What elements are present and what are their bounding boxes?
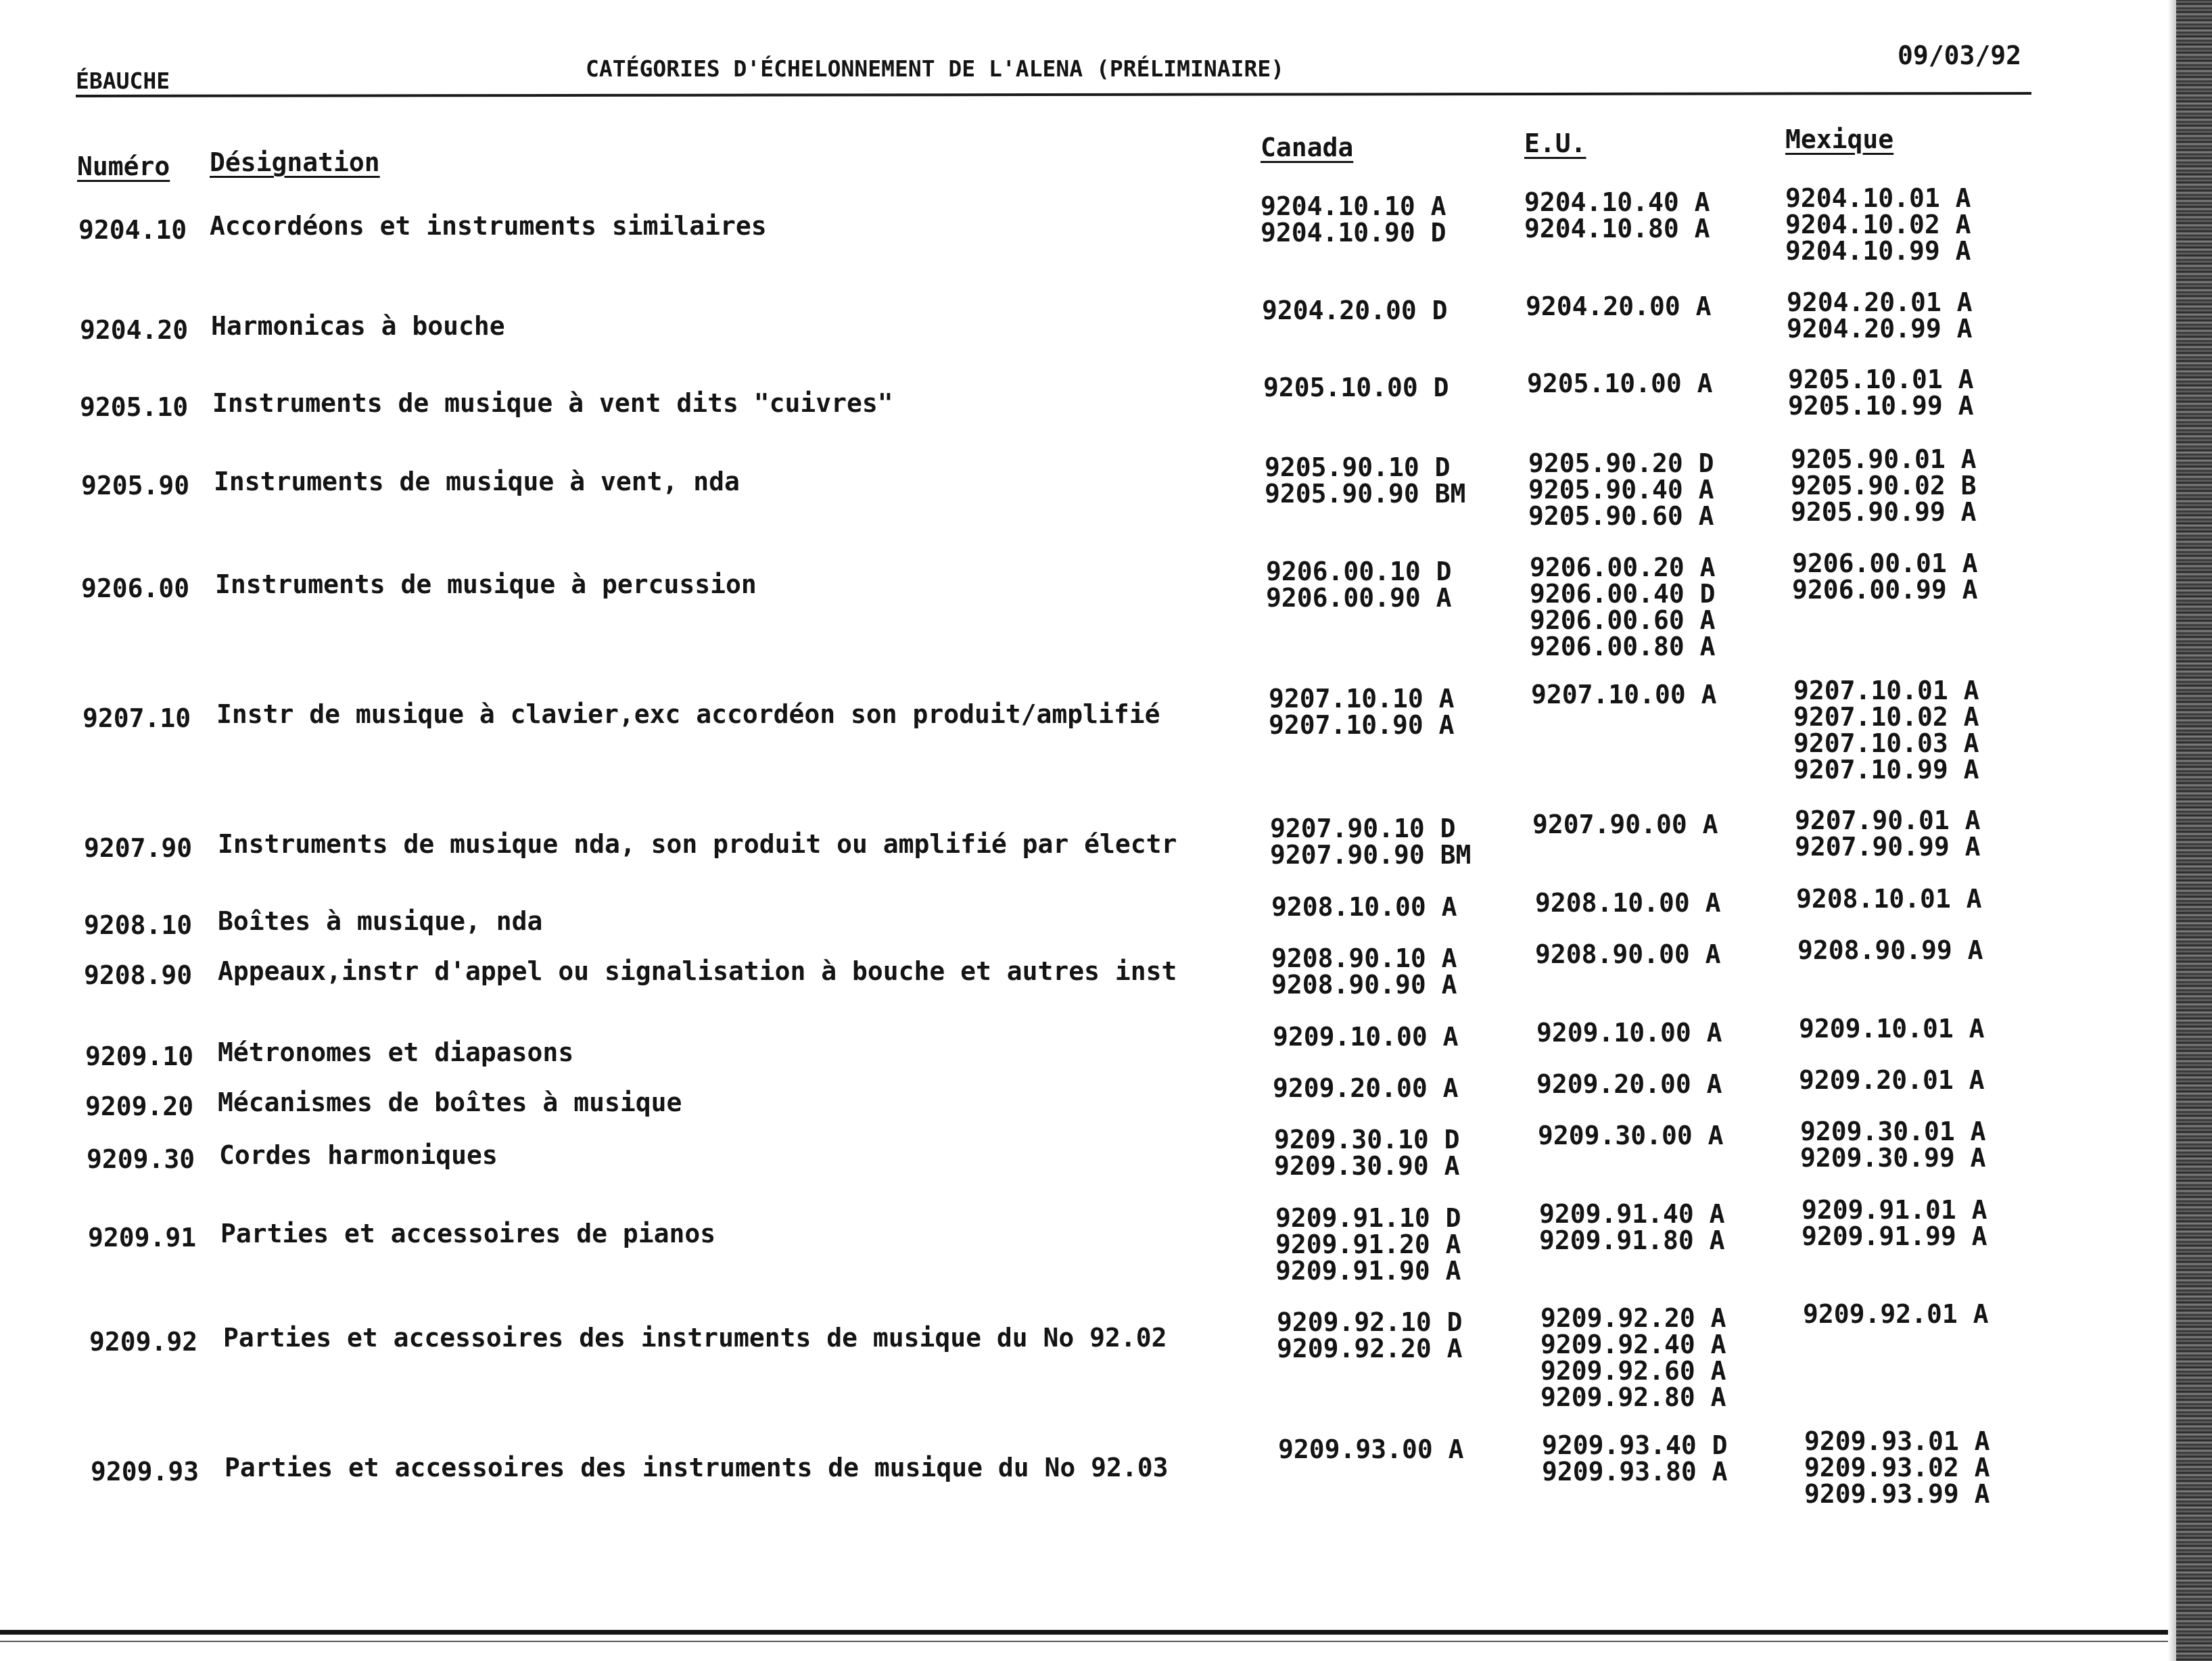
tariff-code: 9209.92.20 A [1277,1334,1463,1363]
tariff-code: 9209.93.40 D [1542,1430,1728,1460]
tariff-code: 9204.20.00 D [1262,296,1448,325]
row-designation: Parties et accessoires des instruments de musique du No 92.03 [225,1453,1169,1482]
canada-codes [1274,1127,1460,1179]
tariff-code: 9204.10.01 A [1785,183,1971,213]
row-designation: Parties et accessoires de pianos [220,1219,716,1248]
tariff-code: 9209.10.00 A [1273,1022,1459,1052]
eu-codes [1527,371,1713,397]
row-numero: 9208.90 [84,960,193,990]
tariff-code: 9206.00.40 D [1530,579,1716,609]
row-designation: Instruments de musique à vent dits "cuivres" [212,388,893,418]
row-designation: Cordes harmoniques [219,1140,498,1170]
tariff-code: 9209.92.40 A [1540,1330,1726,1359]
tariff-code: 9207.10.10 A [1269,684,1455,713]
eu-codes [1530,555,1716,660]
column-header-eu: E.U. [1524,128,1586,158]
row-designation: Instruments de musique à percussion [215,569,757,599]
tariff-code: 9209.20.01 A [1799,1065,1985,1095]
tariff-code: 9209.91.90 A [1275,1256,1461,1286]
tariff-code: 9209.93.00 A [1278,1434,1464,1464]
mexique-codes [1802,1197,1987,1250]
eu-codes [1536,1020,1722,1046]
tariff-code: 9207.90.10 D [1270,814,1456,843]
tariff-code: 9206.00.20 A [1530,553,1716,582]
tariff-code: 9205.10.00 A [1527,369,1713,398]
tariff-code: 9206.00.99 A [1792,575,1978,605]
tariff-code: 9209.93.80 A [1542,1457,1728,1487]
mexique-codes [1796,886,1982,912]
tariff-code: 9209.30.90 A [1274,1151,1460,1181]
row-numero: 9209.10 [85,1042,194,1071]
row-numero: 9209.30 [87,1144,195,1174]
mexique-codes [1799,1067,1985,1094]
canada-codes [1278,1436,1464,1463]
mexique-codes [1785,185,1971,264]
canada-codes [1266,559,1452,611]
tariff-code: 9209.30.00 A [1538,1121,1724,1150]
mexique-codes [1795,805,1981,862]
tariff-code: 9204.10.99 A [1785,236,1971,266]
tariff-code: 9205.10.01 A [1788,365,1974,394]
mexique-codes [1787,289,1973,342]
mexique-codes [1791,446,1977,525]
tariff-code: 9209.93.01 A [1804,1426,1990,1456]
tariff-code: 9205.90.90 BM [1265,479,1466,509]
row-numero: 9206.00 [81,574,190,603]
tariff-code: 9205.90.99 A [1791,497,1977,527]
row-designation: Instr de musique à clavier,exc accordéon son produit/amplifié [216,699,1160,729]
tariff-code: 9207.10.01 A [1793,676,1979,705]
row-designation: Harmonicas à bouche [211,311,505,341]
tariff-code: 9207.10.02 A [1793,702,1979,732]
row-designation: Appeaux,instr d'appel ou signalisation à bouche et autres inst [218,956,1177,986]
canada-codes [1273,1024,1459,1050]
tariff-code: 9204.10.90 D [1261,218,1446,248]
tariff-code: 9206.00.90 A [1266,583,1452,613]
tariff-code: 9205.90.10 D [1265,452,1451,482]
canada-codes [1273,1075,1459,1102]
row-numero: 9209.20 [85,1092,194,1121]
tariff-code: 9209.91.80 A [1539,1225,1725,1255]
canada-codes [1263,375,1449,401]
tariff-code: 9209.92.01 A [1803,1299,1989,1329]
tariff-code: 9209.30.10 D [1274,1125,1460,1154]
tariff-code: 9209.93.02 A [1804,1453,1990,1482]
eu-codes [1535,941,1721,968]
mexique-codes [1788,367,1974,419]
tariff-code: 9209.91.40 A [1539,1199,1725,1229]
tariff-code: 9207.10.03 A [1793,728,1979,758]
tariff-code: 9206.00.10 D [1266,557,1452,586]
tariff-code: 9207.90.90 BM [1270,840,1472,870]
tariff-code: 9209.91.10 D [1275,1203,1461,1233]
eu-codes [1524,189,1710,242]
tariff-code: 9209.30.01 A [1800,1117,1986,1146]
canada-codes [1277,1309,1463,1362]
tariff-code: 9205.90.20 D [1528,448,1714,478]
mexique-codes [1793,678,1979,783]
eu-codes [1535,890,1721,916]
tariff-code: 9206.00.01 A [1792,548,1978,578]
tariff-code: 9209.92.10 D [1277,1307,1463,1337]
tariff-code: 9209.30.99 A [1800,1143,1986,1173]
row-designation: Mécanismes de boîtes à musique [218,1087,682,1117]
footer-rule-thin [0,1641,2184,1642]
tariff-code: 9208.10.00 A [1271,892,1457,922]
tariff-code: 9208.10.01 A [1796,884,1982,914]
tariff-code: 9207.10.99 A [1793,755,1979,785]
header-rule [76,92,2031,97]
column-header-mexique: Mexique [1785,124,1894,154]
tariff-code: 9205.90.02 B [1791,471,1977,500]
row-numero: 9209.91 [88,1223,197,1253]
tariff-code: 9207.10.90 A [1269,710,1455,740]
tariff-code: 9209.92.60 A [1540,1356,1726,1386]
row-designation: Boîtes à musique, nda [218,906,543,936]
row-numero: 9205.90 [81,471,190,500]
row-designation: Accordéons et instruments similaires [210,211,767,241]
row-numero: 9209.92 [89,1327,198,1357]
eu-codes [1540,1305,1726,1411]
tariff-code: 9204.10.40 A [1524,187,1710,217]
row-designation: Instruments de musique à vent, nda [214,467,740,496]
mexique-codes [1800,1119,1986,1171]
canada-codes [1269,686,1455,739]
tariff-code: 9208.90.99 A [1797,935,1983,965]
tariff-code: 9207.10.00 A [1531,680,1717,709]
mexique-codes [1792,548,1978,605]
row-numero: 9205.10 [80,392,189,422]
document-title: CATÉGORIES D'ÉCHELONNEMENT DE L'ALENA (PRÉLIMINAIRE) [586,55,1285,82]
row-numero: 9207.90 [84,833,193,863]
eu-codes [1542,1432,1728,1485]
eu-codes [1536,1071,1722,1098]
eu-codes [1528,450,1714,530]
row-designation: Métronomes et diapasons [218,1037,574,1067]
tariff-code: 9204.10.80 A [1524,214,1710,243]
tariff-code: 9205.90.01 A [1791,444,1977,474]
tariff-code: 9209.10.00 A [1536,1018,1722,1048]
footer-rule [0,1630,2184,1635]
row-numero: 9204.10 [78,215,187,245]
tariff-code: 9209.20.00 A [1273,1073,1459,1103]
tariff-code: 9208.90.10 A [1271,943,1457,973]
mexique-codes [1803,1301,1989,1328]
tariff-code: 9204.10.10 A [1261,191,1446,221]
eu-codes [1531,682,1717,708]
tariff-code: 9209.93.99 A [1804,1479,1990,1509]
eu-codes [1539,1201,1725,1254]
tariff-code: 9208.90.90 A [1271,970,1457,1000]
canada-codes [1270,816,1471,868]
canada-codes [1262,298,1448,324]
column-header-designation: Désignation [210,147,380,177]
tariff-code: 9207.90.99 A [1795,832,1981,862]
tariff-code: 9204.20.00 A [1526,291,1712,321]
column-header-canada: Canada [1261,133,1354,162]
scan-edge [2176,0,2212,1661]
tariff-code: 9206.00.80 A [1530,632,1716,661]
tariff-code: 9205.90.60 A [1528,501,1714,531]
canada-codes [1265,454,1465,507]
canada-codes [1271,894,1457,920]
mexique-codes [1804,1428,1990,1507]
row-numero: 9209.93 [91,1457,199,1487]
tariff-code: 9209.20.00 A [1536,1069,1722,1099]
tariff-code: 9208.10.00 A [1535,888,1721,918]
tariff-code: 9209.92.20 A [1540,1303,1726,1333]
eu-codes [1526,291,1712,321]
column-header-numero: Numéro [77,151,170,181]
tariff-code: 9209.10.01 A [1799,1014,1985,1044]
tariff-code: 9209.91.99 A [1802,1221,1987,1251]
canada-codes [1271,945,1457,998]
mexique-codes [1797,937,1983,964]
tariff-code: 9207.90.00 A [1532,810,1718,839]
tariff-code: 9205.90.40 A [1528,475,1714,505]
mexique-codes [1799,1016,1985,1042]
eu-codes [1538,1123,1724,1149]
tariff-code: 9208.90.00 A [1535,939,1721,969]
row-numero: 9204.20 [80,315,189,345]
document-date: 09/03/92 [1898,41,2022,70]
draft-label: ÉBAUCHE [76,68,170,94]
row-designation: Parties et accessoires des instruments de musique du No 92.02 [223,1323,1167,1353]
row-numero: 9207.10 [83,703,191,733]
row-designation: Instruments de musique nda, son produit ou amplifié par électr [218,829,1177,859]
tariff-code: 9204.20.99 A [1787,314,1973,344]
tariff-code: 9204.20.01 A [1787,287,1973,317]
tariff-code: 9209.91.20 A [1275,1230,1461,1259]
tariff-code: 9206.00.60 A [1530,605,1716,635]
canada-codes [1275,1205,1461,1284]
canada-codes [1261,193,1446,246]
row-numero: 9208.10 [84,910,193,940]
tariff-code: 9207.90.01 A [1795,805,1981,835]
tariff-code: 9205.10.99 A [1788,391,1974,421]
tariff-code: 9205.10.00 D [1263,373,1449,402]
tariff-code: 9209.92.80 A [1540,1382,1726,1412]
tariff-code: 9204.10.02 A [1785,210,1971,239]
eu-codes [1532,812,1718,838]
tariff-code: 9209.91.01 A [1802,1195,1987,1225]
